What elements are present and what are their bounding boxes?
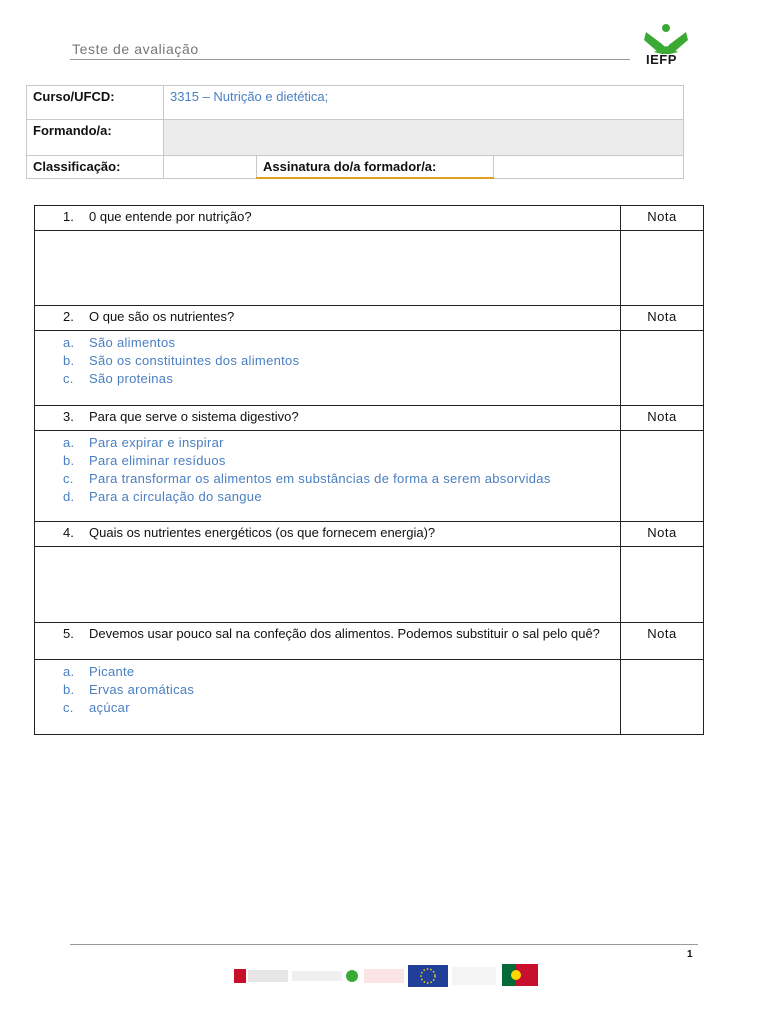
classificacao-field[interactable] [164,156,257,179]
funding-logos-icon [234,963,538,989]
nota-field-1[interactable] [621,231,704,306]
options-2 [35,331,620,388]
nota-field-5[interactable] [621,660,704,735]
assinatura-label: Assinatura do/a formador/a: [257,156,494,179]
option[interactable]: b. São os constituintes dos alimentos [63,353,300,368]
logo-text: IEFP [646,52,677,67]
option[interactable]: a. Picante [63,664,135,679]
question-1: 1. 0 que entende por nutrição? [63,209,252,224]
footer-divider [70,944,698,945]
nota-field-4[interactable] [621,547,704,623]
quiz-table [34,205,704,735]
question-2: 2. O que são os nutrientes? [63,309,235,324]
option[interactable]: d. Para a circulação do sangue [63,489,262,504]
header-divider [70,59,630,60]
answer-area-1[interactable] [35,231,621,306]
nota-label: Nota [621,522,704,547]
option[interactable]: a. Para expirar e inspirar [63,435,224,450]
classificacao-label: Classificação: [27,156,164,179]
formando-field[interactable] [164,120,684,156]
option[interactable]: c. Para transformar os alimentos em substâncias de forma a serem absorvidas [63,471,551,486]
option[interactable]: c. São proteinas [63,371,174,386]
options-5 [35,660,620,717]
option[interactable]: b. Ervas aromáticas [63,682,195,697]
nota-label: Nota [621,306,704,331]
question-5: 5. Devemos usar pouco sal na confeção dos alimentos. Podemos substituir o sal pelo quê? [63,626,600,641]
nota-field-3[interactable] [621,431,704,522]
assinatura-field[interactable] [494,156,684,179]
formando-label: Formando/a: [27,120,164,156]
nota-field-2[interactable] [621,331,704,406]
nota-label: Nota [621,406,704,431]
option[interactable]: b. Para eliminar resíduos [63,453,226,468]
question-4: 4. Quais os nutrientes energéticos (os que fornecem energia)? [63,525,436,540]
page-number: 1 [687,949,693,960]
curso-value: 3315 – Nutrição e dietética; [164,86,684,120]
nota-label: Nota [621,206,704,231]
option[interactable]: a. São alimentos [63,335,176,350]
nota-label: Nota [621,623,704,660]
option[interactable]: c. açúcar [63,700,130,715]
answer-area-4[interactable] [35,547,621,623]
curso-label: Curso/UFCD: [27,86,164,120]
student-info-table [26,85,684,179]
document-title: Teste de avaliação [72,41,199,57]
options-3 [35,431,620,506]
question-3: 3. Para que serve o sistema digestivo? [63,409,299,424]
